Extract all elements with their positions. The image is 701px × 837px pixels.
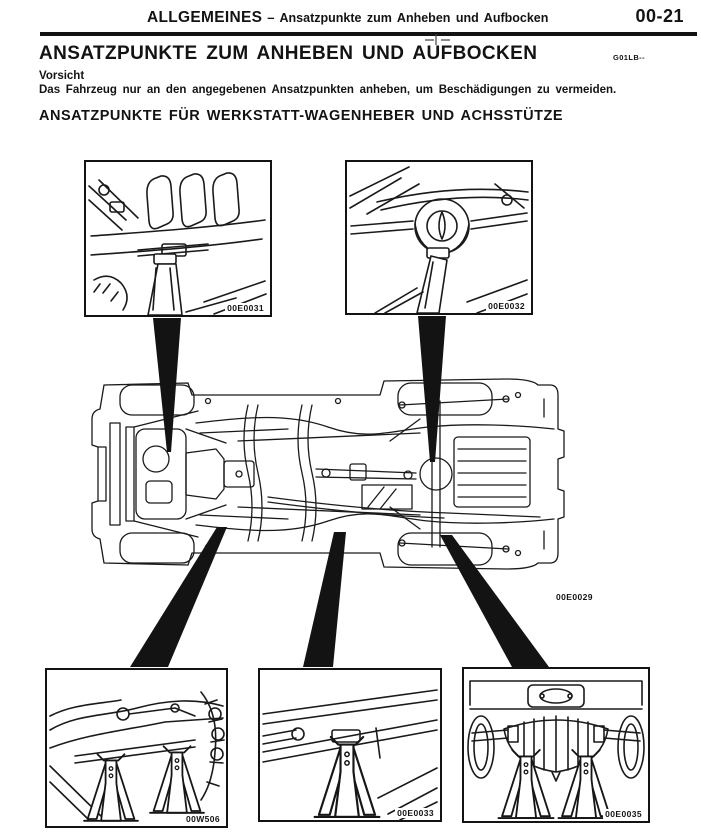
header-dash: – xyxy=(267,10,275,25)
figure-label: 00E0033 xyxy=(397,808,434,818)
page-header xyxy=(147,9,548,27)
figure-label: 00E0029 xyxy=(556,592,593,602)
figure-front-axle-stands xyxy=(45,668,228,828)
caution-label: Vorsicht xyxy=(39,70,85,82)
figure-label: 00E0032 xyxy=(488,301,525,311)
header-section: ALLGEMEINES xyxy=(147,9,263,26)
header-subtitle: Ansatzpunkte zum Anheben und Aufbocken xyxy=(279,11,549,25)
standard-code: G01LB-- xyxy=(613,53,645,62)
figure-label: 00W506 xyxy=(185,814,220,824)
subsection-title: ANSATZPUNKTE FÜR WERKSTATT-WAGENHEBER UND ACHSSTÜTZE xyxy=(39,108,564,124)
page-title: ANSATZPUNKTE ZUM ANHEBEN UND AUFBOCKEN xyxy=(39,43,538,64)
figure-rear-axle-stands xyxy=(462,667,650,823)
chassis-underbody-illustration xyxy=(88,371,568,576)
figure-front-jack-point xyxy=(84,160,272,317)
caution-text: Das Fahrzeug nur an den angegebenen Ansatzpunkten anheben, um Beschädigungen zu vermeiden. xyxy=(39,84,617,96)
figure-label: 00E0031 xyxy=(227,303,264,313)
header-rule xyxy=(40,32,697,36)
figure-side-axle-stand xyxy=(258,668,442,822)
figure-label: 00E0035 xyxy=(605,809,642,819)
page-number: 00-21 xyxy=(635,6,684,26)
figure-rear-jack-point xyxy=(345,160,533,315)
